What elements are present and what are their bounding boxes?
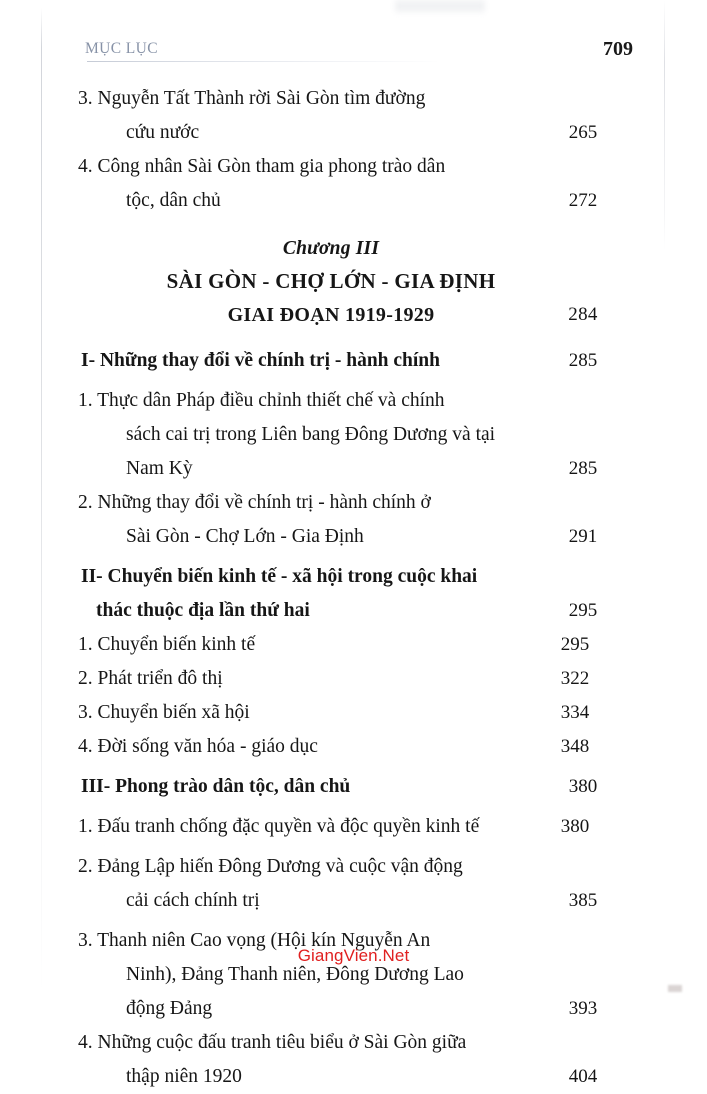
table-of-contents [41,82,661,1094]
page-right-edge [664,0,665,250]
scan-artifact-bottom-right [668,985,682,992]
toc-entry [41,628,661,662]
toc-entry [41,560,661,628]
toc-entry-page-number: 295 [560,634,590,655]
toc-entry-page-number: 380 [568,776,598,797]
toc-entry-line [41,486,550,520]
toc-entry-line [41,184,661,218]
toc-entry-page-number: 285 [568,458,598,479]
toc-entry-text: Ninh), Đảng Thanh niên, Đông Dương Lao [126,964,464,985]
toc-entry-line [41,344,661,378]
toc-entry-page-number: 291 [568,526,598,547]
toc-entry-text: cứu nước [126,122,200,143]
toc-entry-text: II- Chuyển biến kinh tế - xã hội trong cuộc khai [81,566,478,587]
toc-entry [41,1026,661,1094]
toc-entry-line [41,452,661,486]
toc-entry-line [41,418,661,452]
toc-entry-text: 2. Đảng Lập hiến Đông Dương và cuộc vận động [78,856,463,877]
page-folio-number: 709 [603,38,633,60]
running-head-title: MỤC LỤC [85,40,158,57]
toc-entry-text: 3. Nguyễn Tất Thành rời Sài Gòn tìm đường [78,88,426,109]
toc-entry-line [41,730,661,764]
toc-entry-page-number: 322 [560,668,590,689]
toc-entry [41,770,661,804]
toc-entry-text: Sài Gòn - Chợ Lớn - Gia Định [126,526,364,547]
chapter-page-number: 284 [568,304,598,325]
toc-entry [41,82,661,150]
toc-entry-text: 4. Công nhân Sài Gòn tham gia phong trào dân [78,156,446,177]
toc-entry-page-number: 285 [568,350,598,371]
toc-entry-line [41,628,661,662]
toc-entry-text: III- Phong trào dân tộc, dân chủ [81,776,351,797]
toc-entry [41,730,661,764]
toc-entry [41,924,661,1026]
toc-entry-line [41,1026,661,1060]
toc-entry-page-number: 265 [568,122,598,143]
chapter-period-text: GIAI ĐOẠN 1919-1929 [227,304,435,326]
toc-entry [41,384,661,486]
toc-entry-line [41,810,661,844]
toc-entry-text: tộc, dân chủ [126,190,221,211]
toc-entry [41,810,661,844]
chapter-heading-block [41,234,661,332]
toc-entry-line [41,82,550,116]
toc-entry-line [41,150,550,184]
chapter-kicker: Chương III [282,238,380,259]
toc-entry-text: cải cách chính trị [126,890,260,911]
toc-entry-text: 1. Chuyển biến kinh tế [78,634,256,655]
toc-entry-text: 4. Những cuộc đấu tranh tiêu biểu ở Sài Gòn giữa [78,1032,467,1053]
scan-artifact-top [395,0,485,12]
site-watermark: GiangVien.Net [297,946,410,965]
toc-entry-text: 2. Những thay đổi về chính trị - hành chính ở [78,492,431,513]
toc-entry-text: 2. Phát triển đô thị [78,668,223,689]
toc-entry-page-number: 334 [560,702,590,723]
toc-entry [41,486,661,554]
toc-entry [41,662,661,696]
toc-entry-line [41,770,661,804]
toc-entry-page-number: 385 [568,890,598,911]
toc-entry-page-number: 404 [568,1066,598,1087]
toc-entry-text: 4. Đời sống văn hóa - giáo dục [78,736,318,757]
toc-entry-page-number: 380 [560,816,590,837]
toc-entry-text: 3. Chuyển biến xã hội [78,702,250,723]
toc-entry-text: thập niên 1920 [126,1066,242,1087]
toc-entry-line [41,850,550,884]
running-head [41,38,661,68]
toc-entry-text: thác thuộc địa lần thứ hai [96,600,310,621]
toc-entry-line [41,992,661,1026]
toc-entry-page-number: 295 [568,600,598,621]
chapter-period [41,298,621,332]
toc-entry-line [41,696,661,730]
toc-entry-text: I- Những thay đổi về chính trị - hành chính [81,350,440,371]
toc-entry [41,344,661,378]
toc-entry-page-number: 393 [568,998,598,1019]
toc-entry-line [41,560,661,594]
running-head-rule [87,61,437,62]
toc-entry-text: 1. Đấu tranh chống đặc quyền và độc quyền kinh tế [78,816,480,837]
toc-entry-line [41,594,661,628]
toc-entry-line [41,520,661,554]
toc-entry-text: Nam Kỳ [126,458,193,479]
toc-entry-line [41,884,661,918]
chapter-title: SÀI GÒN - CHỢ LỚN - GIA ĐỊNH [166,269,496,293]
toc-entry-page-number: 272 [568,190,598,211]
toc-entry-line [41,1060,661,1094]
toc-entry-line [41,662,661,696]
toc-entry-text: 1. Thực dân Pháp điều chỉnh thiết chế và chính [78,390,445,411]
toc-entry [41,150,661,218]
toc-entry-text: sách cai trị trong Liên bang Đông Dương và tại [126,424,496,445]
toc-entry [41,850,661,918]
toc-entry-text: động Đảng [126,998,213,1019]
toc-entry [41,696,661,730]
toc-entry-page-number: 348 [560,736,590,757]
toc-entry-text: 3. Thanh niên Cao vọng (Hội kín Nguyễn An [78,930,431,951]
toc-entry-line [41,116,661,150]
toc-entry-line [41,384,661,418]
